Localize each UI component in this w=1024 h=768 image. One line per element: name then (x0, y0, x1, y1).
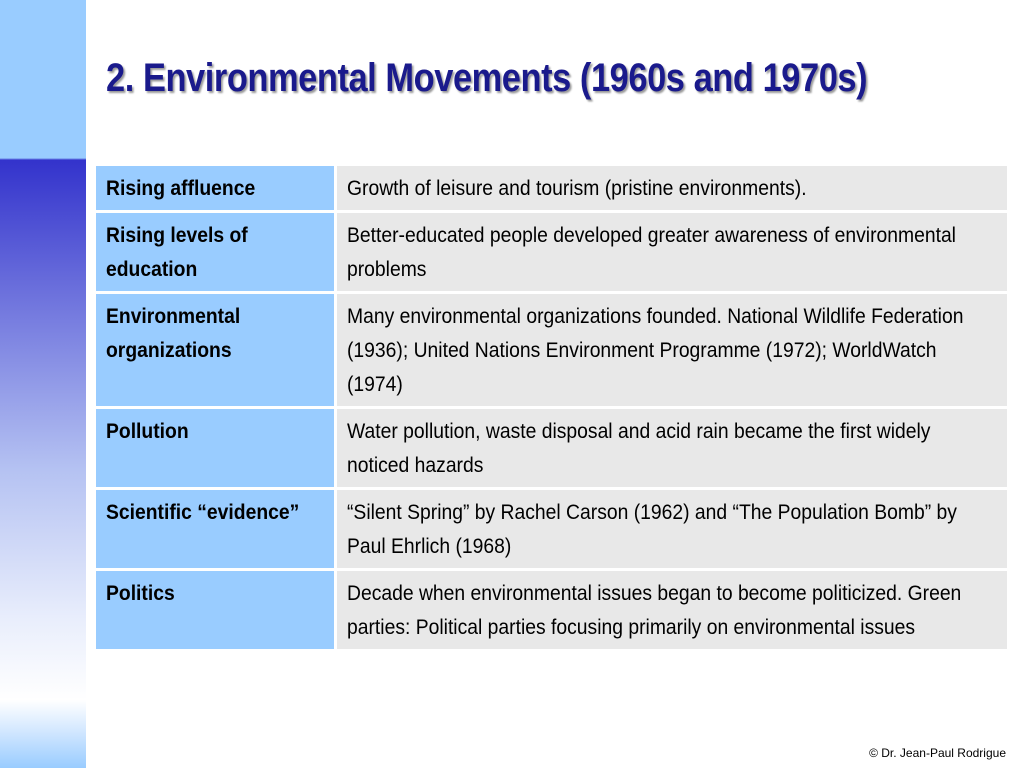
description-text: Decade when environmental issues began to become politicized. Green parties: Political parties focusing primarily on environmental issues (347, 582, 962, 639)
description-cell (337, 213, 1007, 291)
description-text: Growth of leisure and tourism (pristine environments). (347, 177, 807, 200)
term-label: Environmental organizations (106, 305, 241, 362)
term-cell (96, 166, 337, 210)
term-label: Rising affluence (106, 177, 256, 200)
movements-table (96, 163, 1007, 652)
description-cell (337, 490, 1007, 568)
table-row (96, 166, 1007, 210)
decorative-side-bar (0, 0, 86, 768)
table-row (96, 490, 1007, 568)
term-cell (96, 409, 337, 487)
term-label: Pollution (106, 420, 189, 443)
copyright-notice: © Dr. Jean-Paul Rodrigue (869, 746, 1006, 760)
term-label: Rising levels of education (106, 224, 248, 281)
term-cell (96, 571, 337, 649)
description-cell (337, 571, 1007, 649)
table-row (96, 571, 1007, 649)
description-text: Many environmental organizations founded. National Wildlife Federation (1936); United Nations Environment Programme (1972); WorldWatch (1974) (347, 305, 964, 396)
description-text: Water pollution, waste disposal and acid rain became the first widely noticed hazards (347, 420, 931, 477)
description-text: Better-educated people developed greater awareness of environmental problems (347, 224, 956, 281)
description-cell (337, 409, 1007, 487)
description-text: “Silent Spring” by Rachel Carson (1962) and “The Population Bomb” by Paul Ehrlich (1968) (347, 501, 957, 558)
table-row (96, 294, 1007, 406)
description-cell (337, 294, 1007, 406)
table-row (96, 409, 1007, 487)
term-label: Scientific “evidence” (106, 501, 300, 524)
term-label: Politics (106, 582, 175, 605)
slide-title: 2. Environmental Movements (1960s and 1970s) (106, 56, 868, 100)
term-cell (96, 213, 337, 291)
term-cell (96, 294, 337, 406)
description-cell (337, 166, 1007, 210)
table-row (96, 213, 1007, 291)
term-cell (96, 490, 337, 568)
